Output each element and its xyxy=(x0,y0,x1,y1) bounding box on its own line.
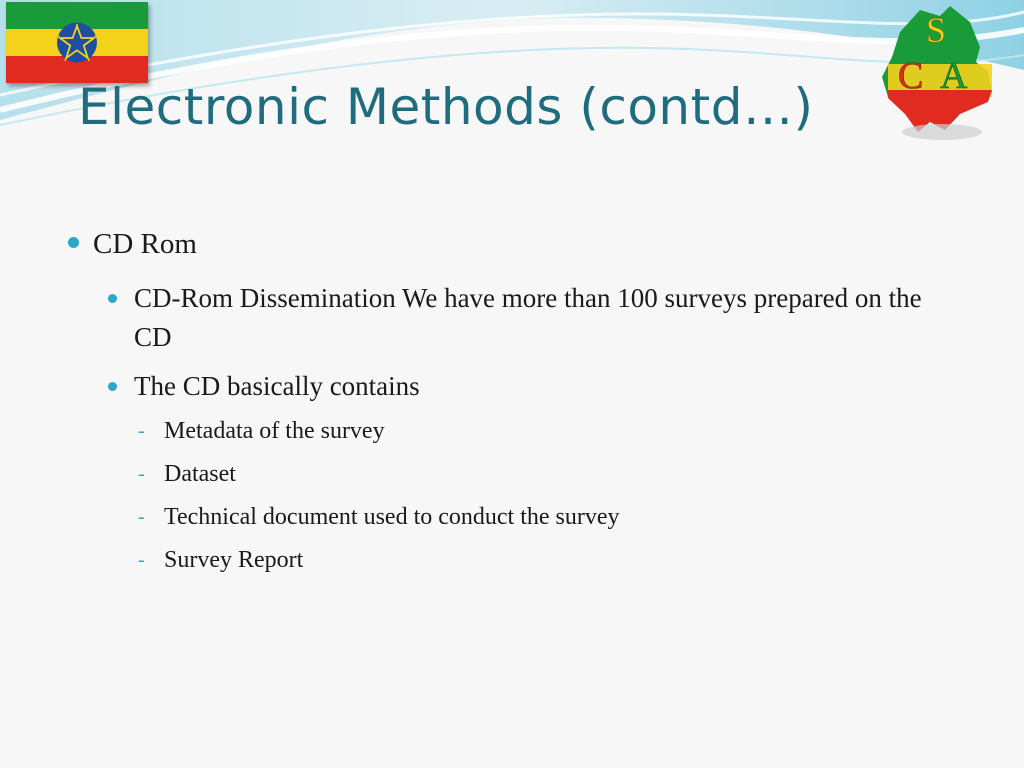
logo-letter-c: C xyxy=(898,55,924,97)
bullet-icon xyxy=(68,237,79,248)
sub-bullet-text: The CD basically contains xyxy=(134,371,420,401)
dash-icon: - xyxy=(138,463,145,485)
logo-letter-s: S xyxy=(926,10,947,50)
dash-icon: - xyxy=(138,506,145,528)
dash-icon: - xyxy=(138,420,145,442)
dash-icon: - xyxy=(138,549,145,571)
dash-item-text: Dataset xyxy=(164,461,236,487)
dash-item-text: Metadata of the survey xyxy=(164,418,385,444)
logo-letter-a: A xyxy=(940,55,968,97)
sub-bullet-text: CD-Rom Dissemination We have more than 100 surveys prepared on the CD xyxy=(134,283,922,352)
dash-item-text: Technical document used to conduct the survey xyxy=(164,504,620,530)
bullet-text: CD Rom xyxy=(93,228,197,260)
slide-title: Electronic Methods (contd…) xyxy=(78,78,814,136)
sub-bullet-icon xyxy=(108,382,117,391)
sub-bullet-icon xyxy=(108,294,117,303)
dash-item-text: Survey Report xyxy=(164,547,304,573)
